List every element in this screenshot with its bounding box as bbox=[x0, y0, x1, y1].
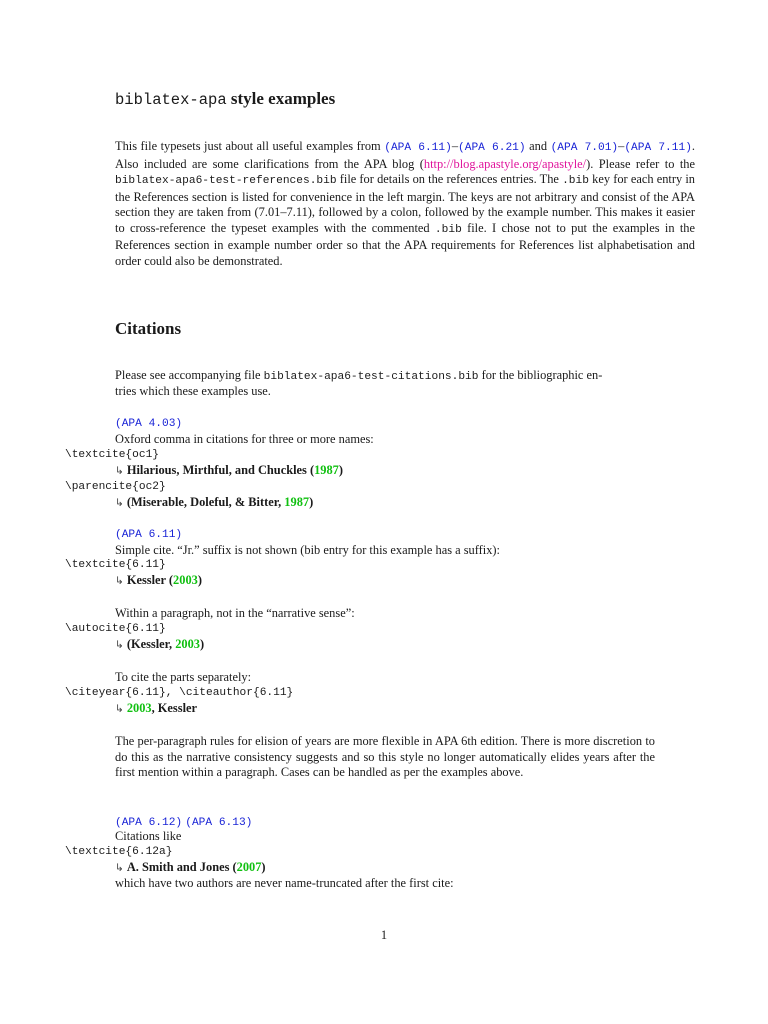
ref-link-apa-7-11[interactable]: (APA 7.11) bbox=[624, 142, 692, 154]
intro-dash: – bbox=[451, 139, 459, 153]
ref-link-apa-6-11[interactable]: (APA 6.11) bbox=[384, 142, 452, 154]
result-oc2 bbox=[115, 495, 313, 512]
result-text: (Miserable, Doleful, & Bitter, bbox=[126, 495, 285, 509]
references-bib-filename: biblatex-apa6-test-references.bib bbox=[115, 175, 337, 187]
result-text: ) bbox=[197, 573, 202, 587]
code-citeyear-citeauthor: \citeyear{6.11}, \citeauthor{6.11} bbox=[65, 687, 294, 699]
result-textcite-6-12a bbox=[115, 860, 266, 877]
document-title bbox=[115, 88, 335, 111]
year-link[interactable]: 2003 bbox=[126, 701, 152, 715]
ref-link-apa-4-03[interactable]: (APA 4.03) bbox=[115, 418, 183, 430]
intro-text: This file typesets just about all useful examples from bbox=[115, 139, 385, 153]
intro-paragraph bbox=[115, 139, 695, 269]
code-autocite-6-11: \autocite{6.11} bbox=[65, 623, 166, 635]
result-text: , Kessler bbox=[151, 701, 198, 715]
result-text: ) bbox=[200, 637, 205, 651]
citations-like-note: Citations like bbox=[115, 829, 182, 843]
code-textcite-6-12a: \textcite{6.12a} bbox=[65, 846, 173, 858]
intro-text: . Also included are some clarifications from the APA blog ( bbox=[115, 139, 696, 171]
result-text: Kessler ( bbox=[126, 573, 174, 587]
intro-text: key for each entry in the References section is listed for convenience in the left margin. The keys are not arbitrary and consist of the APA section they are taken from (7.01–7.11), followed by a colon, followed by the example number. This makes it easier to cross-reference the typeset examples with the commented bbox=[115, 172, 695, 235]
year-link[interactable]: 2003 bbox=[173, 573, 198, 587]
result-arrow-icon: ↳ bbox=[115, 575, 124, 587]
elision-paragraph: The per-paragraph rules for elision of years are more flexible in APA 6th edition. There is more discretion to do this as the narrative consistency suggests and so this style no longer automatically elides years after the first mention within a paragraph. Cases can be handled as per the examples above. bbox=[115, 734, 655, 779]
simple-cite-note: Simple cite. “Jr.” suffix is not shown (bib entry for this example has a suffix): bbox=[115, 543, 500, 557]
intro-dash: – bbox=[618, 139, 625, 153]
result-autocite-6-11 bbox=[115, 637, 204, 654]
result-arrow-icon: ↳ bbox=[115, 862, 124, 874]
title-code: biblatex-apa bbox=[115, 91, 227, 109]
result-textcite-6-11 bbox=[115, 573, 202, 590]
result-text: Hilarious, Mirthful, and Chuckles ( bbox=[126, 463, 315, 477]
page-number: 1 bbox=[380, 928, 388, 942]
bib-extension: .bib bbox=[562, 175, 589, 187]
code-textcite-oc1: \textcite{oc1} bbox=[65, 449, 159, 461]
result-parts bbox=[115, 701, 197, 718]
result-arrow-icon: ↳ bbox=[115, 703, 124, 715]
intro-and: and bbox=[525, 139, 551, 153]
year-link[interactable]: 2007 bbox=[236, 860, 262, 874]
intro-text: file for details on the references entries. The bbox=[336, 172, 563, 186]
oxford-comma-note: Oxford comma in citations for three or more names: bbox=[115, 432, 374, 446]
citations-intro-line-2: tries which these examples use. bbox=[115, 384, 271, 398]
citations-heading: Citations bbox=[115, 319, 182, 338]
result-arrow-icon: ↳ bbox=[115, 497, 124, 509]
within-paragraph-note: Within a paragraph, not in the “narrative sense”: bbox=[115, 606, 355, 620]
result-text: ) bbox=[309, 495, 314, 509]
result-arrow-icon: ↳ bbox=[115, 465, 124, 477]
result-text: (Kessler, bbox=[126, 637, 176, 651]
citations-bib-filename: biblatex-apa6-test-citations.bib bbox=[263, 371, 479, 383]
intro-text: file. I chose not to put the examples in the References section in example number order so that the APA requirements for References list alphabetisation and order could also be demonstrated. bbox=[115, 220, 696, 268]
ref-link-apa-6-12[interactable]: (APA 6.12) bbox=[115, 817, 183, 829]
cite-parts-note: To cite the parts separately: bbox=[115, 670, 252, 684]
result-oc1 bbox=[115, 463, 343, 480]
title-text: style examples bbox=[230, 89, 336, 108]
ref-link-apa-6-13[interactable]: (APA 6.13) bbox=[185, 817, 253, 829]
year-link[interactable]: 2003 bbox=[175, 637, 200, 651]
result-text: ) bbox=[261, 860, 266, 874]
intro-text: ). Please refer to the bbox=[586, 156, 695, 171]
ref-link-apa-6-11[interactable]: (APA 6.11) bbox=[115, 529, 183, 541]
code-textcite-6-11: \textcite{6.11} bbox=[65, 559, 166, 571]
ref-link-apa-6-21[interactable]: (APA 6.21) bbox=[458, 142, 526, 154]
ref-link-apa-7-01[interactable]: (APA 7.01) bbox=[550, 142, 619, 154]
year-link[interactable]: 1987 bbox=[284, 495, 310, 509]
two-authors-note: which have two authors are never name-truncated after the first cite: bbox=[115, 876, 454, 890]
code-parencite-oc2: \parencite{oc2} bbox=[65, 481, 166, 493]
citations-intro-text: Please see accompanying file bbox=[115, 368, 264, 382]
result-text: A. Smith and Jones ( bbox=[126, 860, 237, 874]
year-link[interactable]: 1987 bbox=[314, 463, 339, 477]
bib-extension: .bib bbox=[434, 223, 462, 236]
result-arrow-icon: ↳ bbox=[115, 639, 124, 651]
result-text: ) bbox=[338, 463, 343, 477]
citations-intro-line-1 bbox=[115, 368, 602, 386]
apa-blog-link[interactable]: http://blog.apastyle.org/apastyle/ bbox=[423, 156, 587, 171]
citations-intro-text: for the bibliographic en- bbox=[478, 368, 603, 382]
